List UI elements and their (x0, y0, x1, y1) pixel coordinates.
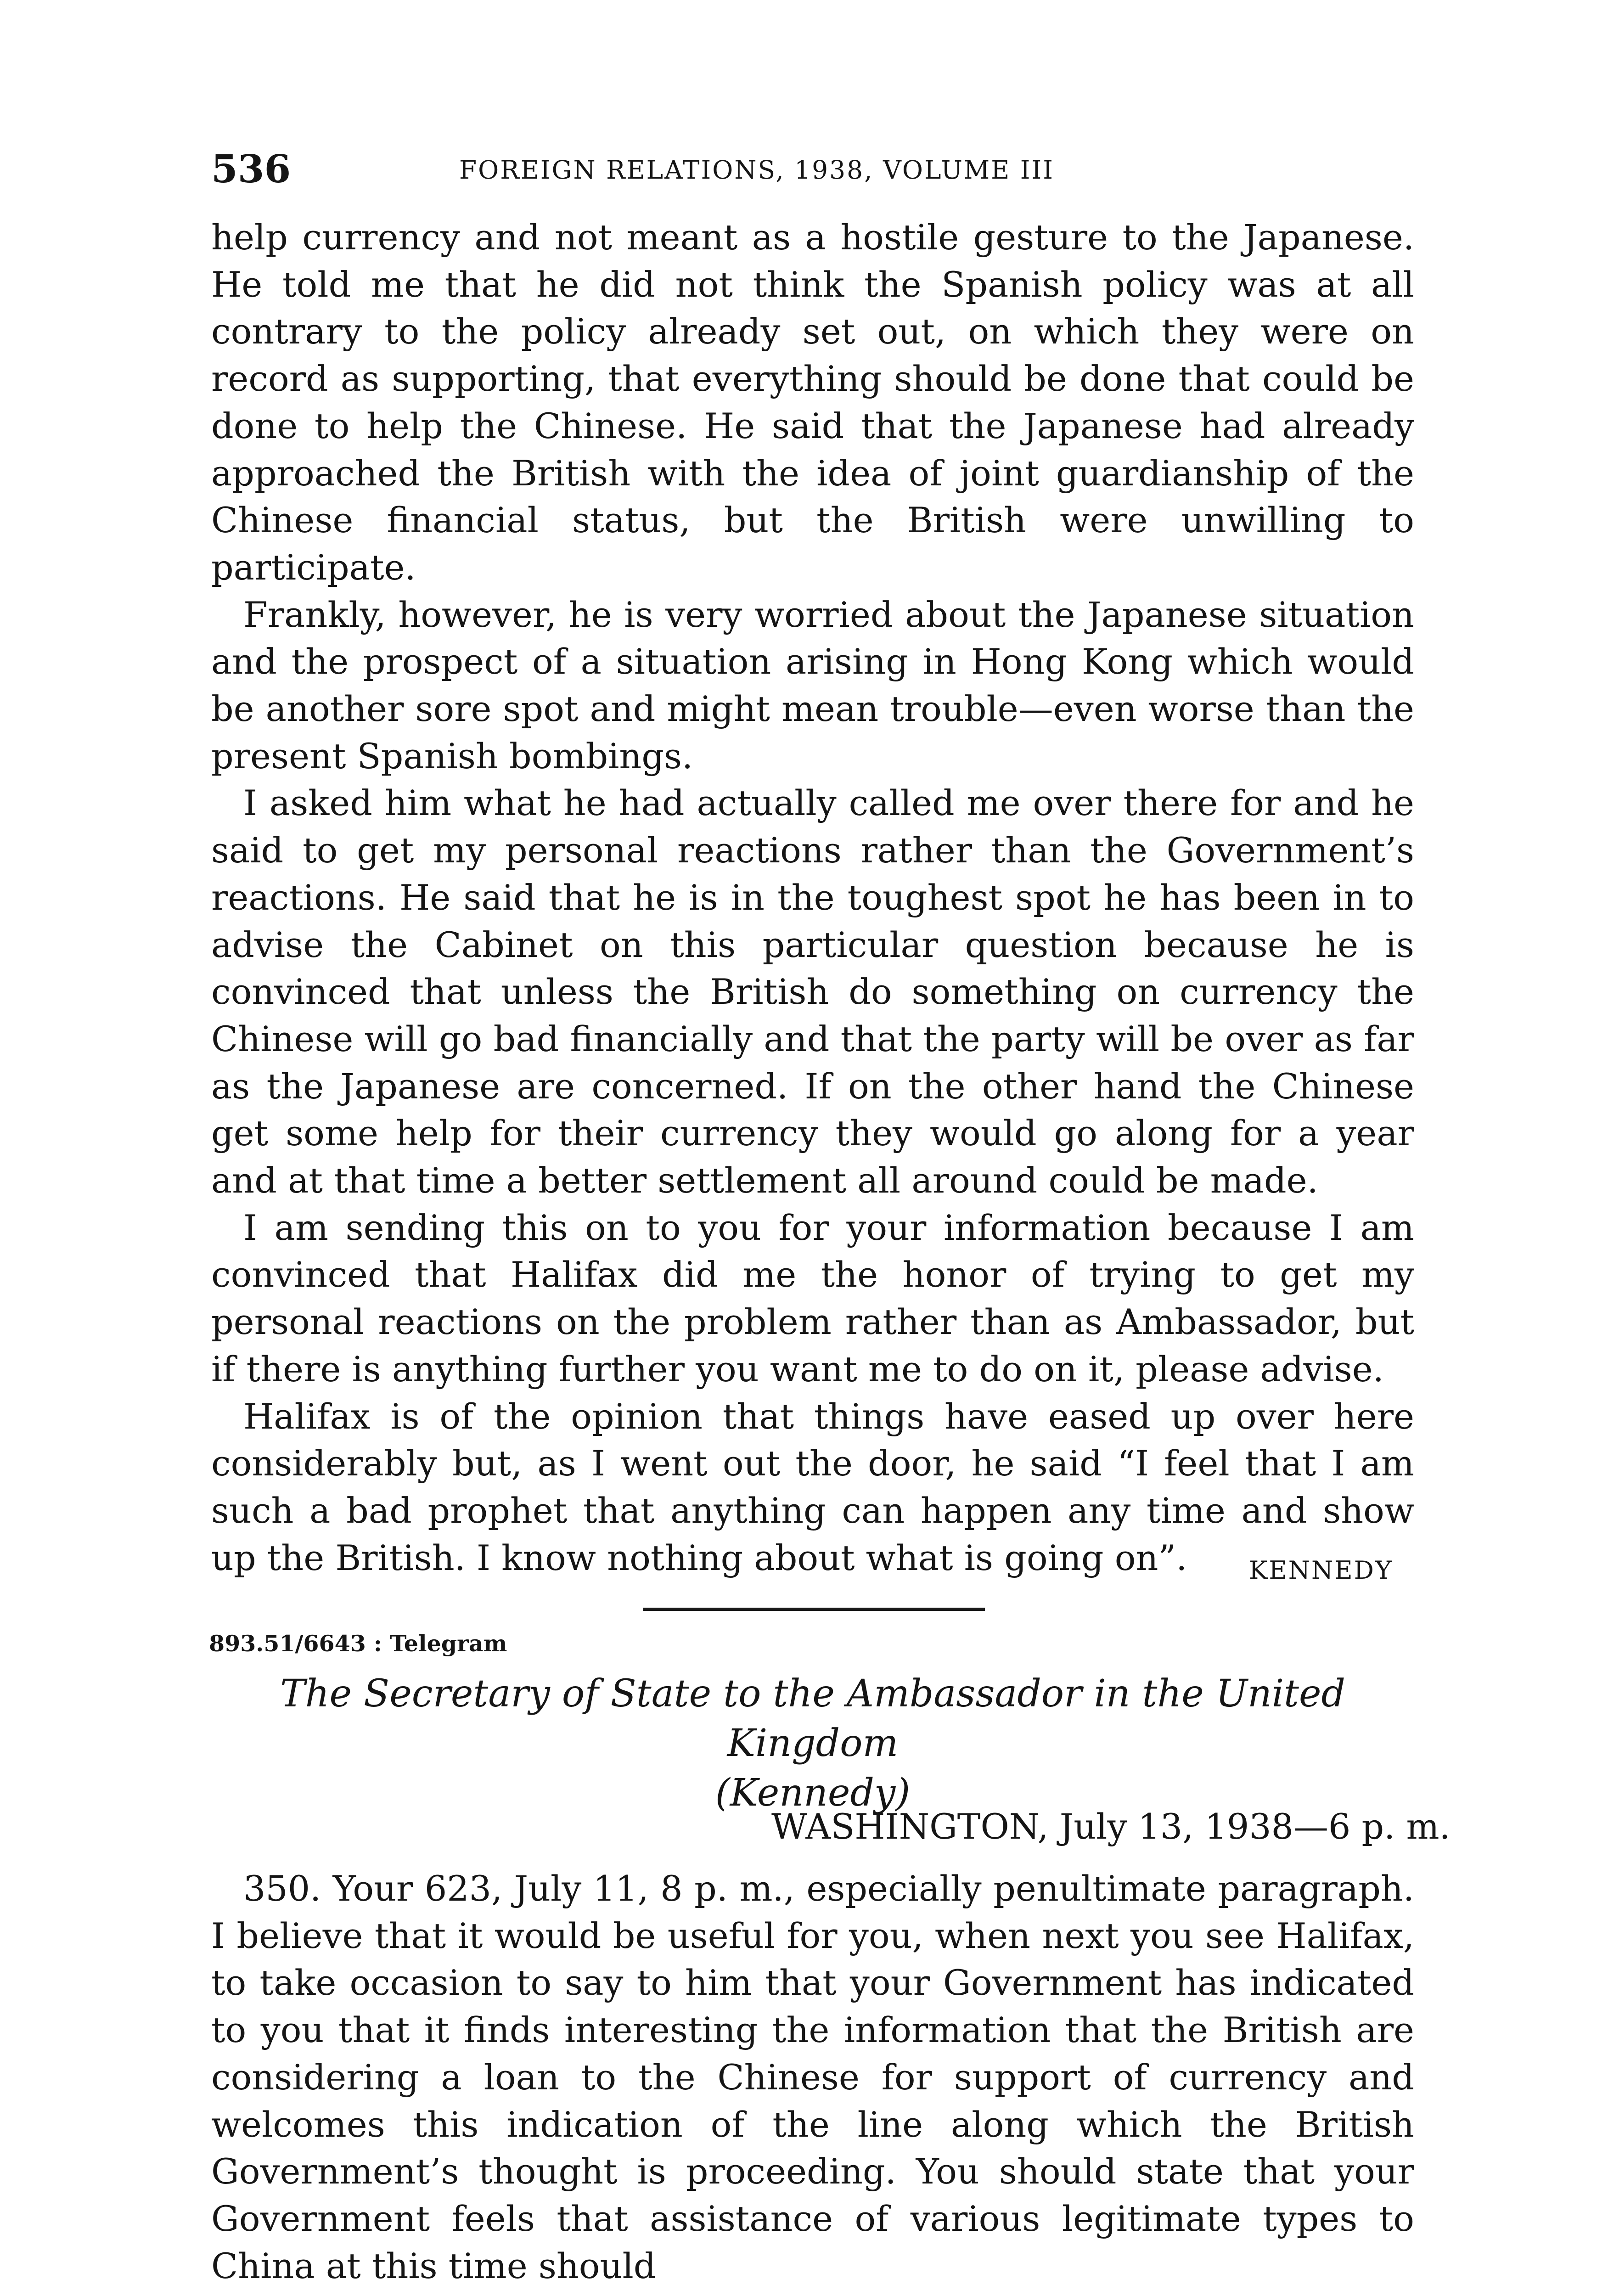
section-divider (643, 1608, 985, 1611)
document-reference: 893.51/6643 : Telegram (209, 1630, 507, 1657)
page-header (211, 146, 1414, 197)
paragraph: Halifax is of the opinion that things have eased up over here considerably but, as I went out the door, he said “I feel that I am such a bad prophet that anything can happen any time and show up the British. I know nothing about what is going on”. (211, 1396, 1414, 1578)
letter-body (211, 214, 1414, 1581)
paragraph: I asked him what he had actually called me over there for and he said to get my personal reactions rather than the Government’s reactions. He said that he is in the toughest spot he has been in to advise the Cabinet on this particular question because he is convinced that unless the British do something on currency the Chinese will go bad financially and that the party will be over as far as the Japanese are concerned. If on the other hand the Chinese get some help for their currency they would go along for a year and at that time a better settlement all around could be made. (211, 782, 1414, 1201)
paragraph: 350. Your 623, July 11, 8 p. m., especially penultimate paragraph. I believe that it would be useful for you, when next you see Halifax, to take occasion to say to him that your Government has indicated to you that it finds interesting the information that the British are considering a loan to the Chinese for support of currency and welcomes this indication of the line along which the British Government’s thought is proceeding. You should state that your Government feels that assistance of various legitimate types to China at this time should (211, 1868, 1414, 2286)
document-title (193, 1669, 1433, 1818)
telegram-body (211, 1865, 1414, 2290)
paragraph: Frankly, however, he is very worried about the Japanese situation and the prospect of a situation arising in Hong Kong which would be another sore spot and might mean trouble—even worse than the present Spanish bombings. (211, 594, 1414, 777)
paragraph: I am sending this on to you for your information because I am convinced that Halifax did me the honor of trying to get my personal reactions on the problem rather than as Ambassador, but if there is anything further you want me to do on it, please advise. (211, 1207, 1414, 1390)
signature: KENNEDY (1249, 1556, 1393, 1585)
document-title-line-2: (Kennedy) (715, 1771, 911, 1815)
paragraph-continuation: help currency and not meant as a hostile gesture to the Japanese. He told me that he did not think the Spanish policy was at all contrary to the policy already set out, on which they were on record as supporting, that everything should be done that could be done to help the Chinese. He said that the Japanese had already approached the British with the idea of joint guardianship of the Chinese financial status, but the British were unwilling to participate. (211, 217, 1414, 588)
page-number: 536 (211, 146, 291, 191)
running-head: FOREIGN RELATIONS, 1938, VOLUME III (459, 155, 1054, 185)
document-title-line-1: The Secretary of State to the Ambassador in the United Kingdom (280, 1672, 1346, 1765)
dateline: WASHINGTON, July 13, 1938—6 p. m. (771, 1806, 1451, 1847)
